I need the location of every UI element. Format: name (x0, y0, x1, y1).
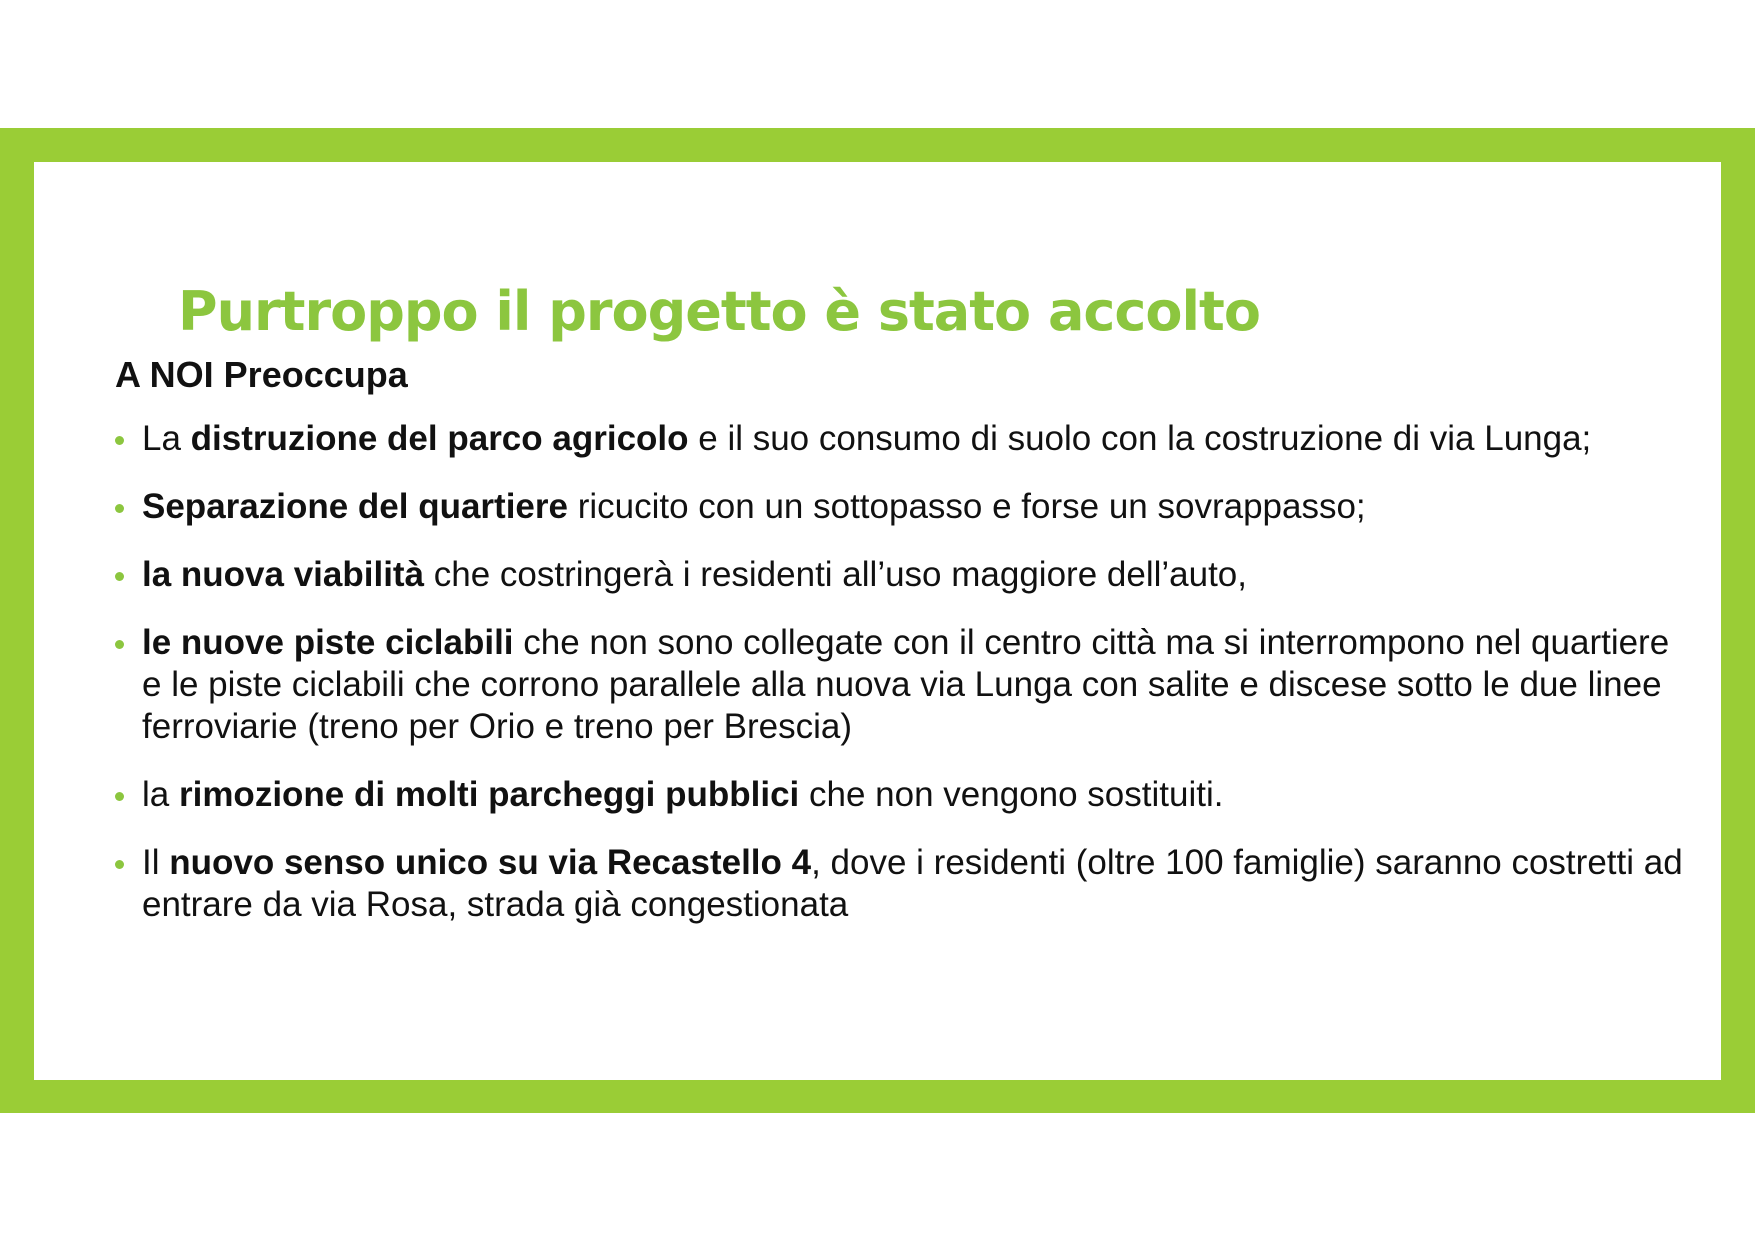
slide-title: Purtroppo il progetto è stato accolto (178, 280, 1260, 343)
bullet-item-viabilita (115, 554, 1695, 596)
bullet-dot-icon (115, 572, 124, 581)
bullet-text-bold: la nuova viabilità (142, 555, 425, 594)
bullet-text-bold: rimozione di molti parcheggi pubblici (178, 775, 800, 814)
bullet-item-piste-ciclabili (115, 622, 1695, 748)
bullet-dot-icon (115, 860, 124, 869)
bullet-text-bold: Separazione del quartiere (142, 487, 568, 526)
bullet-dot-icon (115, 792, 124, 801)
slide-subheading: A NOI Preoccupa (115, 354, 408, 395)
bullet-text-before: la (142, 775, 179, 814)
bullet-text-after: che non sono collegate con il centro città ma si interrompono nel quartiere e le piste ciclabili che corrono parallele alla nuova via Lunga con salite e discese sotto le due linee ferroviarie (treno per Orio e treno per Brescia) (142, 623, 1670, 746)
slide-content (34, 162, 1721, 1080)
slide-frame (0, 128, 1755, 1113)
bullet-item-parco-agricolo (115, 418, 1695, 460)
bullet-text-after: , dove i residenti (oltre 100 famiglie) saranno costretti ad entrare da via Rosa, strada già congestionata (142, 843, 1683, 924)
bullet-dot-icon (115, 504, 124, 513)
bullet-text-after: che costringerà i residenti all’uso maggiore dell’auto, (424, 555, 1247, 594)
bullet-text-after: che non vengono sostituiti. (799, 775, 1224, 814)
bullet-text-after: e il suo consumo di suolo con la costruzione di via Lunga; (688, 419, 1592, 458)
bullet-dot-icon (115, 436, 124, 445)
bullet-text-bold: distruzione del parco agricolo (190, 419, 689, 458)
bullet-list (115, 418, 1695, 952)
bullet-item-separazione (115, 486, 1695, 528)
bullet-item-parcheggi (115, 774, 1695, 816)
bullet-text-bold: nuovo senso unico su via Recastello 4 (169, 843, 812, 882)
bullet-text-before: Il (142, 843, 170, 882)
bullet-item-senso-unico (115, 842, 1695, 926)
bullet-text-bold: le nuove piste ciclabili (142, 623, 514, 662)
bullet-text-before: La (142, 419, 191, 458)
bullet-dot-icon (115, 640, 124, 649)
bullet-text-after: ricucito con un sottopasso e forse un sovrappasso; (567, 487, 1366, 526)
